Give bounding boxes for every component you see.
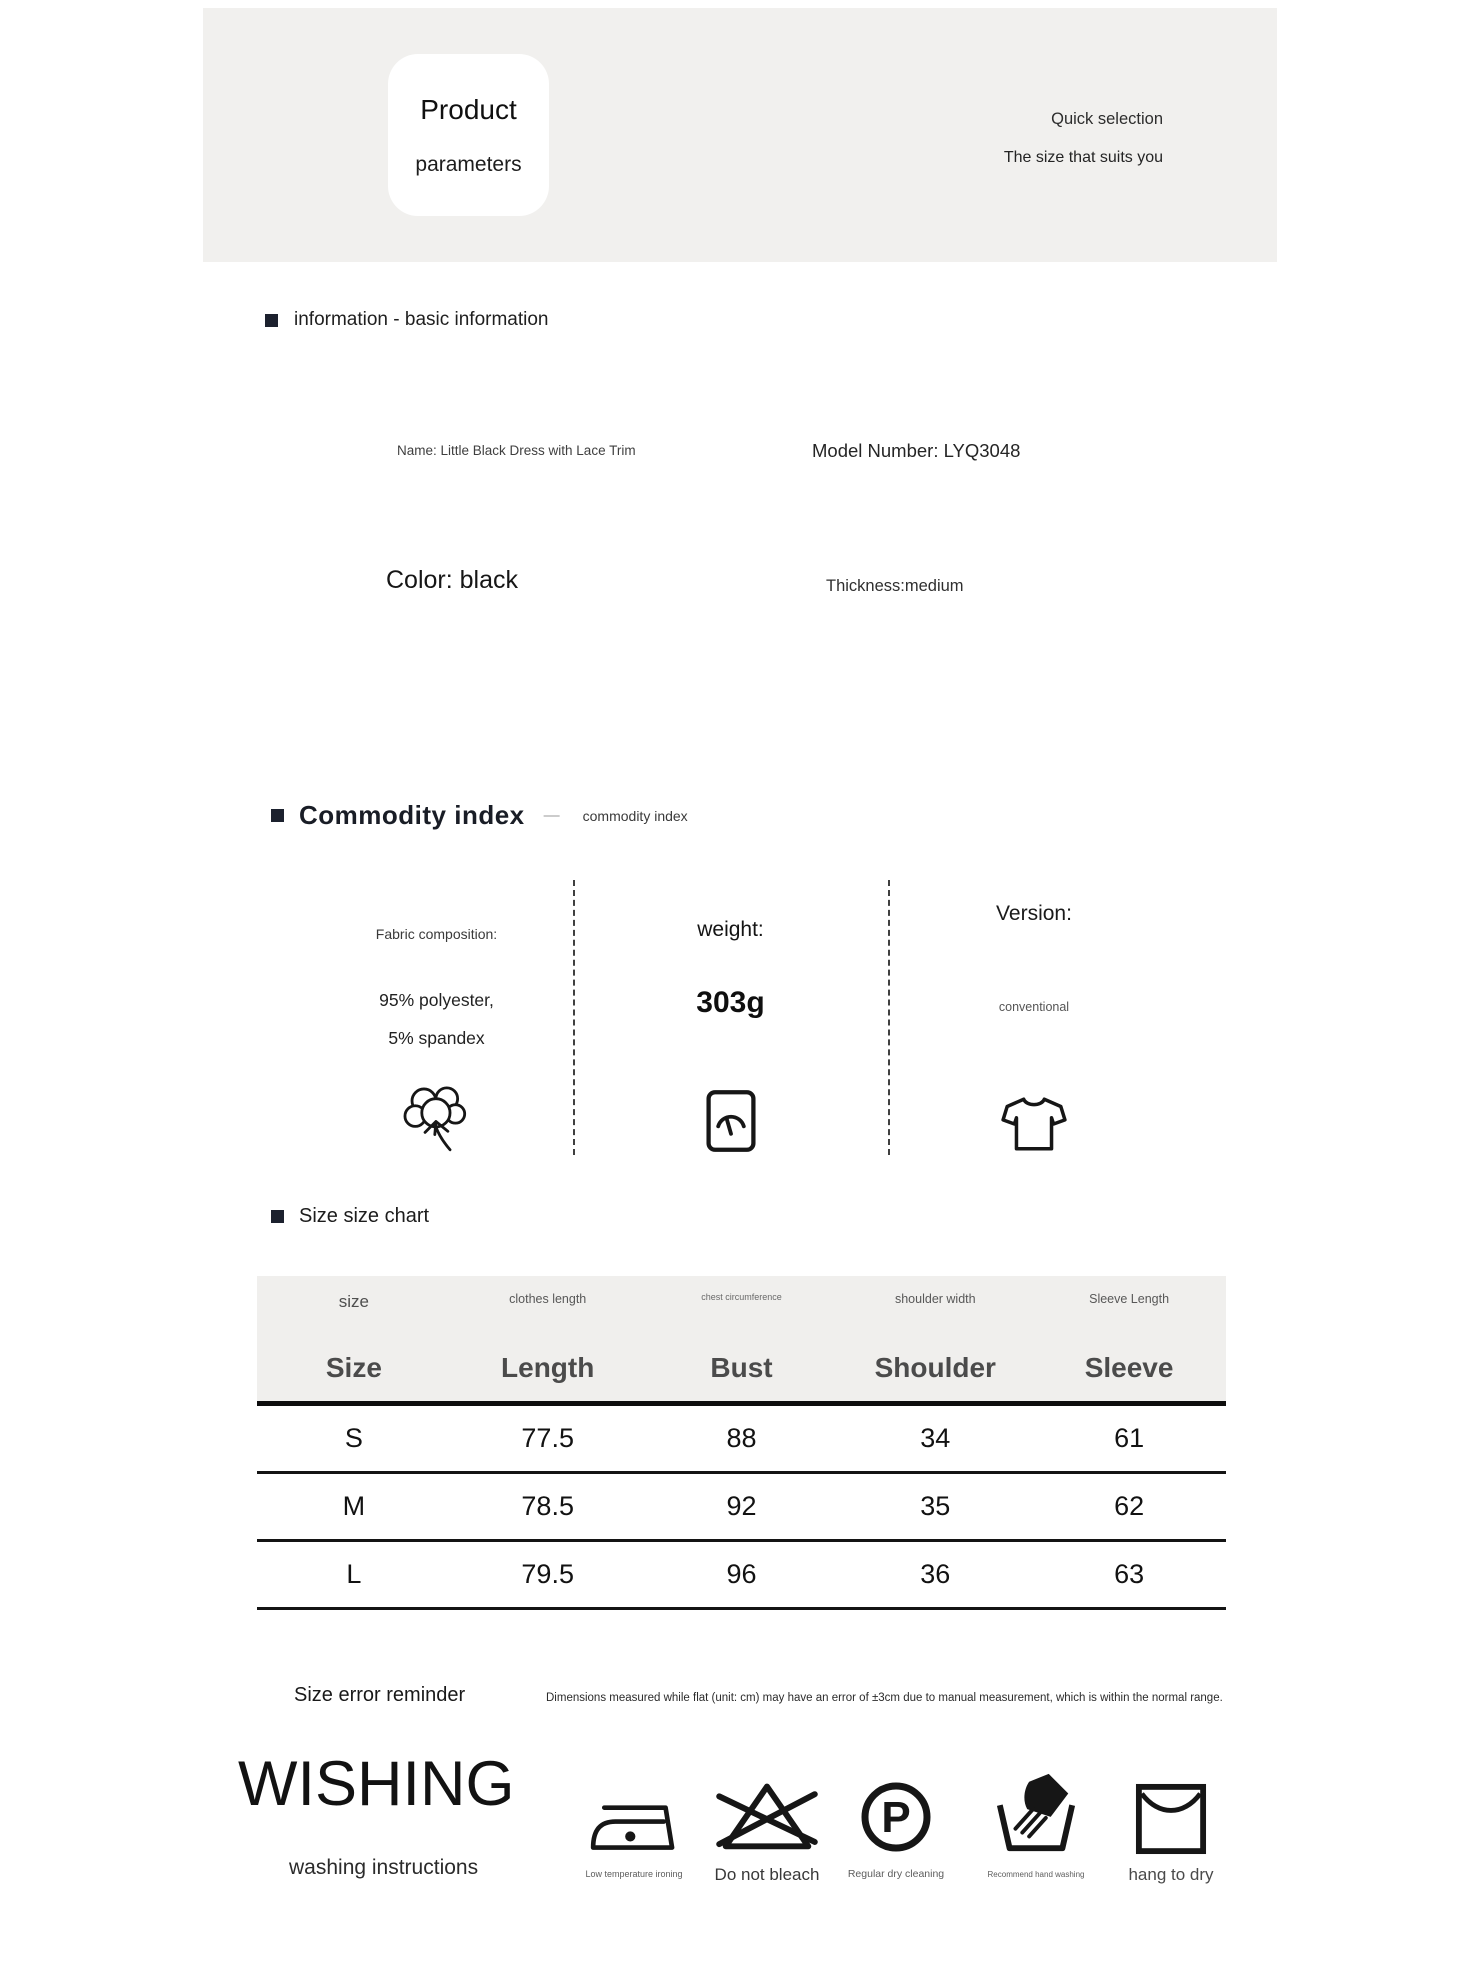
weight-column bbox=[573, 892, 888, 1155]
section-dash: — bbox=[543, 806, 560, 824]
wash-item-hand-wash bbox=[961, 1765, 1111, 1879]
cell-size: M bbox=[342, 1491, 366, 1521]
commodity-index-grid bbox=[300, 892, 1180, 1155]
section-basic-information bbox=[265, 309, 549, 331]
size-error-reminder-text: Dimensions measured while flat (unit: cm) may have an error of ±3cm due to manual measurement, which is within the normal range. bbox=[546, 1692, 1223, 1704]
brand-wordmark: WISHING bbox=[238, 1749, 515, 1819]
wash-item-label: Low temperature ironing bbox=[585, 1869, 683, 1879]
wash-item-label: Regular dry cleaning bbox=[847, 1868, 945, 1880]
fabric-composition-value-1: 95% polyester, bbox=[379, 990, 494, 1010]
column-label-small: shoulder width bbox=[894, 1292, 976, 1306]
cell-bust: 96 bbox=[726, 1559, 757, 1589]
dry-clean-icon bbox=[858, 1765, 934, 1855]
section-size-chart-title: Size size chart bbox=[299, 1205, 430, 1227]
hand-wash-icon bbox=[992, 1765, 1080, 1855]
version-value: conventional bbox=[998, 1000, 1070, 1014]
column-label: Bust bbox=[710, 1352, 773, 1383]
section-bullet-icon bbox=[271, 1210, 284, 1223]
dry-clean-symbol: P bbox=[881, 1793, 911, 1842]
no-bleach-icon bbox=[712, 1765, 822, 1855]
table-row-size-s bbox=[257, 1406, 1226, 1474]
cell-sleeve: 62 bbox=[1114, 1491, 1145, 1521]
column-label: Sleeve bbox=[1084, 1352, 1174, 1383]
cell-length: 79.5 bbox=[521, 1559, 574, 1589]
table-row-size-m bbox=[257, 1474, 1226, 1542]
fabric-composition-column bbox=[300, 892, 573, 1155]
product-parameters-badge bbox=[388, 54, 549, 216]
wash-item-dry-clean bbox=[821, 1765, 971, 1880]
cotton-icon bbox=[399, 1077, 475, 1153]
cell-shoulder: 35 bbox=[920, 1491, 951, 1521]
size-chart-table bbox=[257, 1276, 1226, 1610]
column-label-small: chest circumference bbox=[701, 1292, 782, 1302]
section-bullet-icon bbox=[271, 809, 284, 822]
badge-title-line1: Product bbox=[420, 93, 517, 125]
column-label: Size bbox=[325, 1352, 382, 1383]
banner-tagline-line2: The size that suits you bbox=[1003, 149, 1163, 166]
wash-item-no-bleach bbox=[692, 1765, 842, 1885]
column-label: Length bbox=[501, 1352, 595, 1383]
wash-item-label: Do not bleach bbox=[714, 1865, 820, 1884]
product-model-number: Model Number: LYQ3048 bbox=[812, 440, 1021, 461]
cell-size: L bbox=[346, 1559, 362, 1589]
wash-item-hang-dry bbox=[1096, 1765, 1246, 1885]
cell-bust: 88 bbox=[726, 1423, 757, 1453]
section-commodity-index-subtitle: commodity index bbox=[582, 807, 688, 824]
product-thickness: Thickness:medium bbox=[826, 577, 964, 595]
section-size-chart bbox=[271, 1205, 429, 1228]
section-commodity-index bbox=[271, 800, 688, 831]
badge-title-line2: parameters bbox=[415, 152, 522, 176]
column-label-small: size bbox=[338, 1292, 370, 1311]
tshirt-icon bbox=[1001, 1095, 1067, 1153]
scale-icon bbox=[705, 1089, 757, 1153]
weight-label: weight: bbox=[697, 918, 764, 941]
size-error-reminder-title: Size error reminder bbox=[294, 1684, 466, 1706]
wash-item-label: hang to dry bbox=[1128, 1865, 1214, 1884]
iron-icon bbox=[587, 1765, 681, 1855]
fabric-composition-label: Fabric composition: bbox=[375, 926, 498, 942]
section-basic-information-title: information - basic information bbox=[294, 309, 549, 330]
wash-item-ironing bbox=[559, 1765, 709, 1879]
banner-tagline-line1: Quick selection bbox=[1051, 110, 1163, 128]
weight-value: 303g bbox=[696, 986, 765, 1019]
cell-length: 77.5 bbox=[521, 1423, 574, 1453]
cell-shoulder: 34 bbox=[920, 1423, 951, 1453]
hang-dry-icon bbox=[1135, 1765, 1207, 1855]
size-chart-header-big-row bbox=[257, 1352, 1226, 1384]
product-color: Color: black bbox=[386, 566, 518, 594]
size-chart-header-small-row bbox=[257, 1292, 1226, 1312]
section-bullet-icon bbox=[265, 314, 278, 327]
size-chart-header bbox=[257, 1276, 1226, 1406]
cell-length: 78.5 bbox=[521, 1491, 574, 1521]
column-label: Shoulder bbox=[874, 1352, 996, 1383]
cell-bust: 92 bbox=[726, 1491, 757, 1521]
cell-size: S bbox=[344, 1423, 363, 1453]
fabric-composition-value-2: 5% spandex bbox=[388, 1028, 485, 1048]
cell-sleeve: 61 bbox=[1114, 1423, 1145, 1453]
banner-tagline bbox=[1004, 110, 1163, 167]
table-row-size-l bbox=[257, 1542, 1226, 1610]
version-column bbox=[888, 892, 1180, 1155]
product-name: Name: Little Black Dress with Lace Trim bbox=[397, 443, 636, 458]
banner bbox=[203, 8, 1277, 262]
cell-shoulder: 36 bbox=[920, 1559, 951, 1589]
washing-instructions-label: washing instructions bbox=[289, 1856, 479, 1879]
column-label-small: Sleeve Length bbox=[1089, 1292, 1170, 1306]
version-label: Version: bbox=[996, 902, 1072, 925]
cell-sleeve: 63 bbox=[1114, 1559, 1145, 1589]
wash-item-label: Recommend hand washing bbox=[987, 1870, 1085, 1879]
section-commodity-index-title: Commodity index bbox=[299, 800, 525, 830]
column-label-small: clothes length bbox=[509, 1292, 587, 1306]
